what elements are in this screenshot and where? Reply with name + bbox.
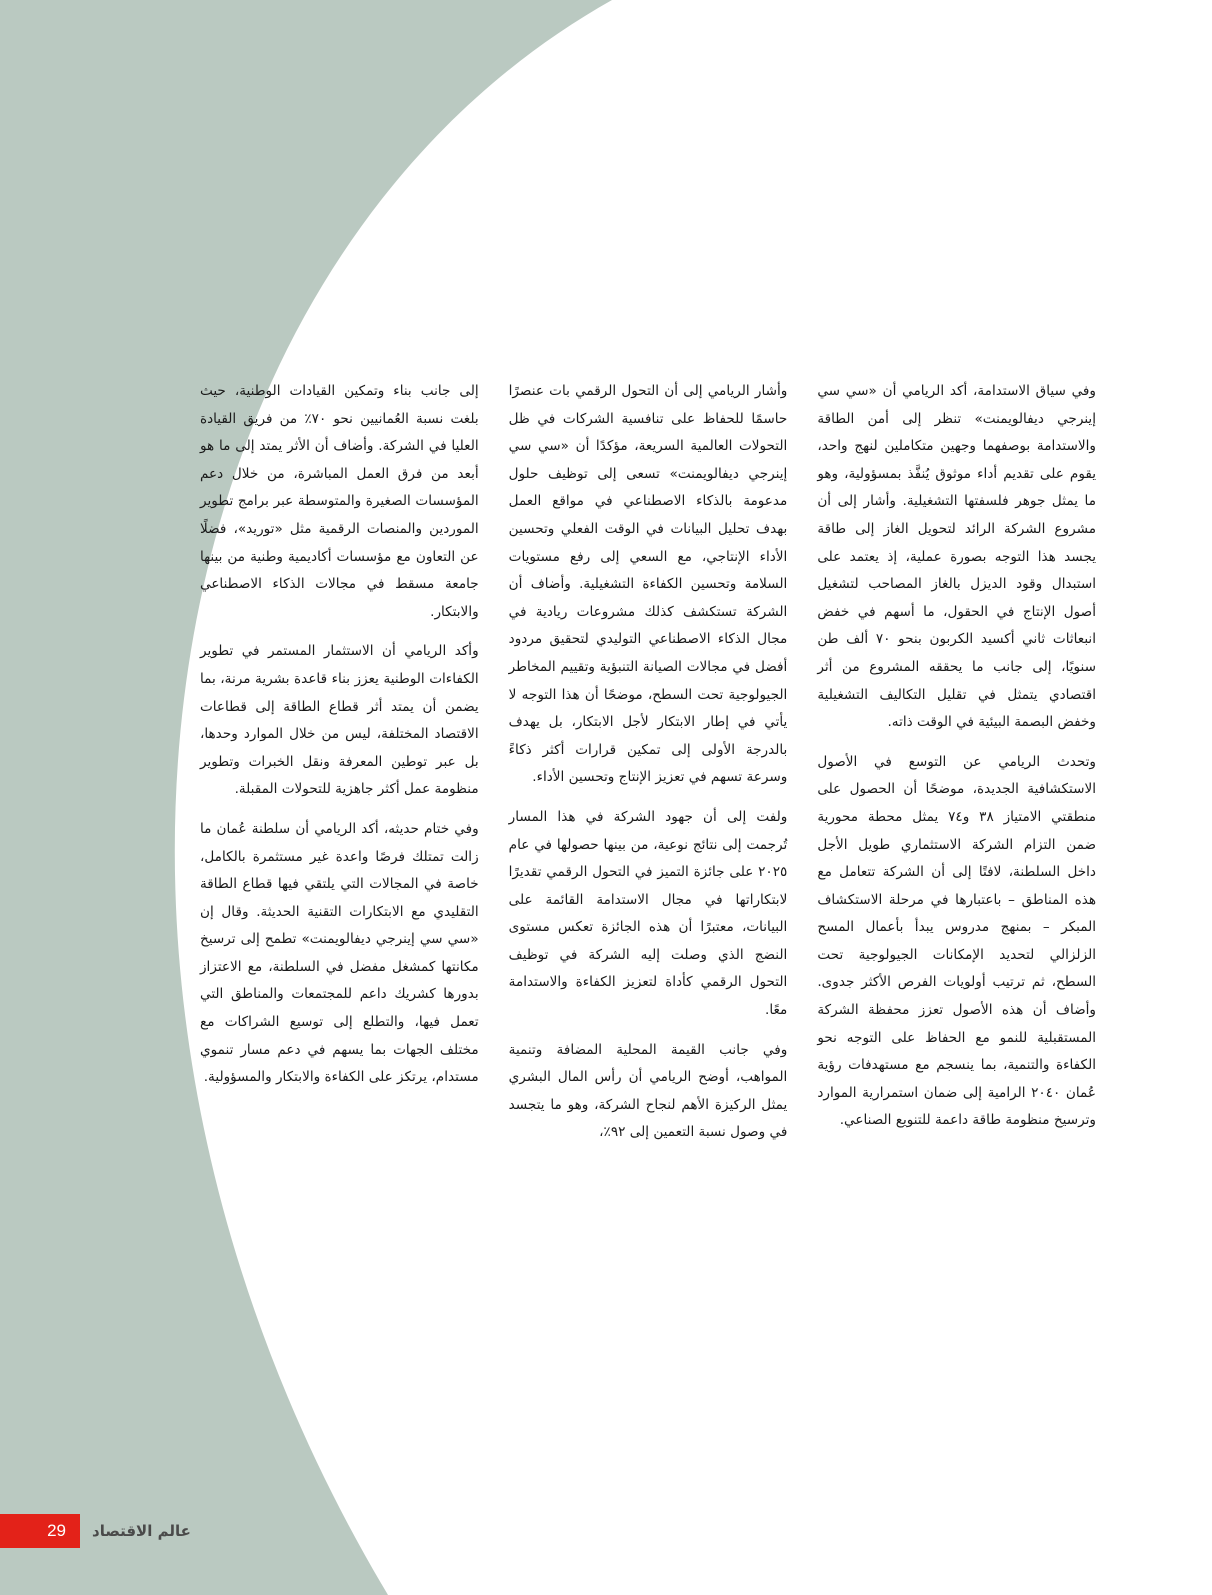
article-body [200,378,1096,1528]
paragraph: وأكد الريامي أن الاستثمار المستمر في تطوير الكفاءات الوطنية يعزز بناء قاعدة بشرية مرنة، بما يضمن أن يمتد أثر قطاع الطاقة إلى قطاعات الاقتصاد المختلفة، ليس من خلال الموارد وحدها، بل عبر توطين المعرفة ونقل الخبرات وتطوير منظومة عمل أكثر جاهزية للتحولات المقبلة. [199,643,479,798]
article-column-middle [509,378,788,1528]
paragraph: وفي سياق الاستدامة، أكد الريامي أن «سي سي إينرجي ديفالويمنت» تنظر إلى أمن الطاقة والاستدامة بوصفهما وجهين متكاملين لنهج واحد، يقوم على تقديم أداء موثوق يُنفَّذ بمسؤولية، وهو ما يمثل جوهر فلسفتها التشغيلية. وأشار إلى أن مشروع الشركة الرائد لتحويل الغاز إلى طاقة يجسد هذا التوجه بصورة عملية، إذ يعتمد على استبدال وقود الديزل بالغاز المصاحب لتشغيل أصول الإنتاج في الحقول، ما أسهم في خفض انبعاثات ثاني أكسيد الكربون بنحو ٧٠ ألف طن سنويًا، إلى جانب ما يحققه المشروع من أثر اقتصادي يتمثل في تقليل التكاليف التشغيلية وخفض البصمة البيئية في الوقت ذاته. [817,383,1096,731]
magazine-name: عالم الاقتصاد [92,1522,191,1540]
paragraph: وأشار الريامي إلى أن التحول الرقمي بات عنصرًا حاسمًا للحفاظ على تنافسية الشركات في ظل التحولات العالمية السريعة، مؤكدًا أن «سي سي إينرجي ديفالويمنت» تسعى إلى توظيف حلول مدعومة بالذكاء الاصطناعي في مواقع العمل بهدف تحليل البيانات في الوقت الفعلي وتحسين الأداء الإنتاجي، مع السعي إلى رفع مستويات السلامة وتحسين الكفاءة التشغيلية. وأضاف أن الشركة تستكشف كذلك مشروعات ريادية في مجال الذكاء الاصطناعي التوليدي لتحقيق مردود أفضل في مجالات الصيانة التنبؤية وتقييم المخاطر الجيولوجية تحت السطح، موضحًا أن هذا التوجه لا يأتي في إطار الابتكار لأجل الابتكار، بل يهدف بالدرجة الأولى إلى تمكين قرارات أكثر ذكاءً وسرعة تسهم في تعزيز الإنتاج وتحسين الأداء. [508,383,788,786]
page-footer [0,1512,191,1550]
article-column-right [817,378,1096,1528]
paragraph: وفي جانب القيمة المحلية المضافة وتنمية المواهب، أوضح الريامي أن رأس المال البشري يمثل الركيزة الأهم لنجاح الشركة، وهو ما يتجسد في وصول نسبة التعمين إلى ٩٢٪، [508,1041,788,1141]
paragraph: وتحدث الريامي عن التوسع في الأصول الاستكشافية الجديدة، موضحًا أن الحصول على منطقتي الامتياز ٣٨ و٧٤ يمثل محطة محورية ضمن التزام الشركة الاستثماري طويل الأجل داخل السلطنة، لافتًا إلى أن الشركة تتعامل مع هذه المناطق – باعتبارها في مرحلة الاستكشاف المبكر – بمنهج مدروس يبدأ بأعمال المسح الزلزالي لتحديد الإمكانات الجيولوجية تحت السطح، ثم ترتيب أولويات الفرص الأكثر جدوى. وأضاف أن هذه الأصول تعزز محفظة الشركة المستقبلية للنمو مع الحفاظ على التوجه نحو الكفاءة والتنمية، بما ينسجم مع مستهدفات رؤية عُمان ٢٠٤٠ الرامية إلى ضمان استمرارية الموارد وترسيخ منظومة طاقة داعمة للتنويع الصناعي. [817,753,1097,1129]
paragraph: ولفت إلى أن جهود الشركة في هذا المسار تُرجمت إلى نتائج نوعية، من بينها حصولها في عام ٢٠٢٥ على جائزة التميز في التحول الرقمي تقديرًا لابتكاراتها في مجال الاستدامة القائمة على البيانات، معتبرًا أن هذه الجائزة تعكس مستوى النضج الذي وصلت إليه الشركة في توظيف التحول الرقمي كأداة لتعزيز الكفاءة والاستدامة معًا. [508,808,788,1019]
paragraph: إلى جانب بناء وتمكين القيادات الوطنية، حيث بلغت نسبة العُمانيين نحو ٧٠٪ من فريق القيادة العليا في الشركة. وأضاف أن الأثر يمتد إلى ما هو أبعد من فرق العمل المباشرة، من خلال دعم المؤسسات الصغيرة والمتوسطة عبر برامج تطوير الموردين والمنصات الرقمية مثل «توريد»، فضلًا عن التعاون مع مؤسسات أكاديمية وطنية من بينها جامعة مسقط في مجالات الذكاء الاصطناعي والابتكار. [199,383,479,620]
paragraph: وفي ختام حديثه، أكد الريامي أن سلطنة عُمان ما زالت تمتلك فرصًا واعدة غير مستثمرة بالكامل، خاصة في المجالات التي يلتقي فيها قطاع الطاقة التقليدي مع الابتكارات التقنية الحديثة. وقال إن «سي سي إينرجي ديفالويمنت» تطمح إلى ترسيخ مكانتها كمشغل مفضل في السلطنة، مع الاعتزاز بدورها كشريك داعم للمجتمعات والمناطق التي تعمل فيها، والتطلع إلى توسيع الشراكات مع مختلف الجهات بما يسهم في دعم مسار تنموي مستدام، يرتكز على الكفاءة والابتكار والمسؤولية. [199,820,479,1086]
page-number: 29 [0,1514,80,1548]
article-column-left [200,378,479,1528]
